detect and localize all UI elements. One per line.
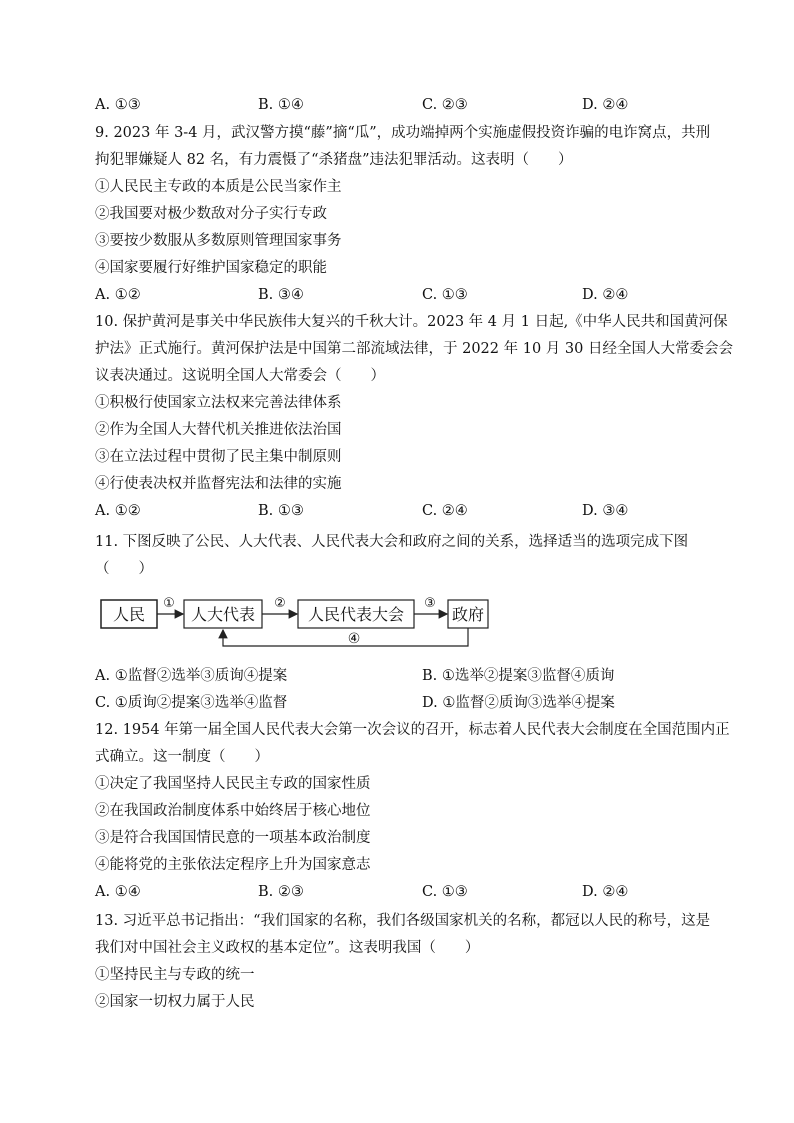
q9-option-a[interactable]: A. ①② (95, 287, 141, 303)
q11-option-c[interactable]: C. ①质询②提案③选举④监督 (95, 695, 288, 711)
q8-option-d[interactable]: D. ②④ (582, 97, 629, 113)
q12-stem-line1: 12. 1954 年第一届全国人民代表大会第一次会议的召开，标志着人民代表大会制度在全国范围内正 (95, 722, 730, 738)
q8-option-c[interactable]: C. ②③ (422, 97, 468, 113)
q9-item-4: ④国家要履行好维护国家稳定的职能 (95, 260, 327, 276)
q13-item-2: ②国家一切权力属于人民 (95, 994, 255, 1010)
box-congress-label: 人民代表大会 (307, 605, 405, 624)
q10-option-c[interactable]: C. ②④ (422, 503, 468, 519)
q9-options (95, 285, 715, 305)
q8-options (95, 95, 715, 115)
q10-stem-line1: 10. 保护黄河是事关中华民族伟大复兴的千秋大计。2023 年 4 月 1 日起,《中华人民共和国黄河保 (95, 314, 728, 330)
q12-option-d[interactable]: D. ②④ (582, 884, 629, 900)
q10-item-2: ②作为全国人大替代机关推进依法治国 (95, 422, 342, 438)
q9-option-c[interactable]: C. ①③ (422, 287, 468, 303)
box-people-label: 人民 (112, 605, 146, 624)
arrow-2-label: ② (274, 596, 286, 611)
relationship-diagram-svg (100, 590, 500, 660)
relationship-diagram (100, 590, 500, 660)
q12-option-b[interactable]: B. ②③ (258, 884, 304, 900)
q9-option-b[interactable]: B. ③④ (258, 287, 304, 303)
box-npc-deputy-label: 人大代表 (190, 605, 256, 624)
q8-option-a[interactable]: A. ①③ (95, 97, 141, 113)
q10-stem-line2: 护法》正式施行。黄河保护法是中国第二部流域法律，于 2022 年 10 月 30 日经全国人大常委会会 (95, 341, 733, 357)
q12-item-4: ④能将党的主张依法定程序上升为国家意志 (95, 857, 371, 873)
q9-stem-line2: 拘犯罪嫌疑人 82 名，有力震慑了“杀猪盘”违法犯罪活动。这表明（ ） (95, 152, 573, 168)
q9-item-3: ③要按少数服从多数原则管理国家事务 (95, 233, 342, 249)
q9-item-2: ②我国要对极少数敌对分子实行专政 (95, 206, 327, 222)
q9-option-d[interactable]: D. ②④ (582, 287, 629, 303)
q12-item-2: ②在我国政治制度体系中始终居于核心地位 (95, 803, 371, 819)
q10-item-4: ④行使表决权并监督宪法和法律的实施 (95, 476, 342, 492)
arrow-1-label: ① (163, 596, 175, 611)
q11-options-row2 (95, 693, 715, 713)
q13-item-1: ①坚持民主与专政的统一 (95, 967, 255, 983)
arrow-4-label: ④ (347, 631, 361, 647)
q12-option-a[interactable]: A. ①④ (95, 884, 141, 900)
q10-options (95, 501, 715, 521)
q12-option-c[interactable]: C. ①③ (422, 884, 468, 900)
arrow-3-label: ③ (424, 596, 436, 611)
q8-option-b[interactable]: B. ①④ (258, 97, 304, 113)
q10-option-b[interactable]: B. ①③ (258, 503, 304, 519)
arrow-4 (223, 628, 468, 646)
q13-stem-line1: 13. 习近平总书记指出：“我们国家的名称，我们各级国家机关的名称，都冠以人民的称号，这是 (95, 913, 711, 929)
box-government-label: 政府 (451, 605, 485, 624)
q10-item-3: ③在立法过程中贯彻了民主集中制原则 (95, 449, 342, 465)
q10-stem-line3: 议表决通过。这说明全国人大常委会（ ） (95, 368, 385, 384)
q10-item-1: ①积极行使国家立法权来完善法律体系 (95, 395, 342, 411)
q11-option-d[interactable]: D. ①监督②质询③选举④提案 (422, 695, 615, 711)
q12-item-3: ③是符合我国国情民意的一项基本政治制度 (95, 830, 371, 846)
q13-stem-line2: 我们对中国社会主义政权的基本定位”。这表明我国（ ） (95, 940, 480, 956)
q10-option-a[interactable]: A. ①② (95, 503, 141, 519)
q9-stem-line1: 9. 2023 年 3-4 月，武汉警方摸“藤”摘“瓜”，成功端掉两个实施虚假投资诈骗的电诈窝点，共刑 (95, 125, 711, 141)
q10-option-d[interactable]: D. ③④ (582, 503, 629, 519)
q11-option-b[interactable]: B. ①选举②提案③监督④质询 (422, 668, 615, 684)
q11-options-row1 (95, 666, 715, 686)
q12-stem-line2: 式确立。这一制度（ ） (95, 749, 269, 765)
q12-options (95, 882, 715, 902)
q11-option-a[interactable]: A. ①监督②选举③质询④提案 (95, 668, 288, 684)
q11-stem-line2: （ ） (95, 561, 153, 577)
q9-item-1: ①人民民主专政的本质是公民当家作主 (95, 179, 342, 195)
q12-item-1: ①决定了我国坚持人民民主专政的国家性质 (95, 776, 371, 792)
q11-stem-line1: 11. 下图反映了公民、人大代表、人民代表大会和政府之间的关系，选择适当的选项完成下图 (95, 534, 689, 550)
